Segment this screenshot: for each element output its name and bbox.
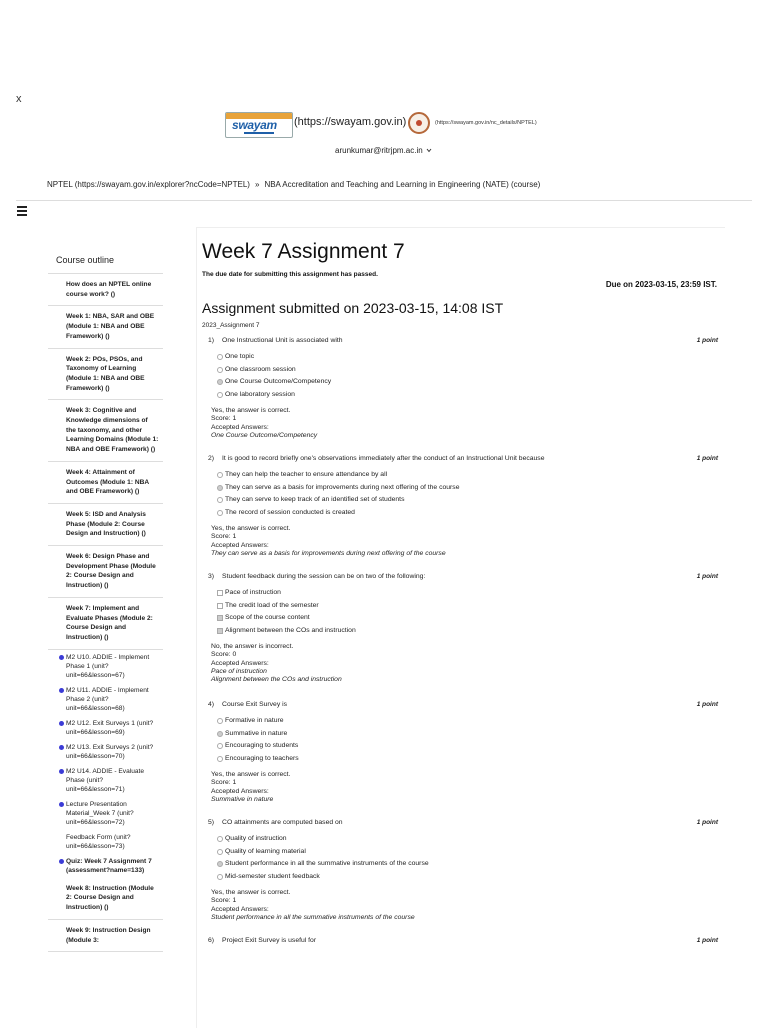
option-label: Quality of instruction xyxy=(225,835,287,842)
checkbox[interactable] xyxy=(217,603,223,609)
question-text xyxy=(208,819,343,826)
question-header xyxy=(208,573,718,585)
radio-button[interactable] xyxy=(217,756,223,762)
radio-button[interactable] xyxy=(217,485,223,491)
question-text xyxy=(208,701,287,708)
sidebar-week-item[interactable]: Week 2: POs, PSOs, and Taxonomy of Learning (Module 1: NBA and OBE Framework) () xyxy=(48,349,163,401)
question-prompt: Student feedback during the session can be on two of the following: xyxy=(222,573,426,580)
status-dot-icon xyxy=(59,859,64,864)
sidebar-lesson-item[interactable] xyxy=(48,683,163,716)
accepted-answers-label: Accepted Answers: xyxy=(211,423,269,431)
accepted-answers-label: Accepted Answers: xyxy=(211,659,269,667)
radio-option[interactable] xyxy=(208,484,718,497)
option-label: Encouraging to students xyxy=(225,742,299,749)
logo-underline xyxy=(244,132,274,134)
question-block xyxy=(208,937,718,953)
sidebar-lesson-item[interactable] xyxy=(48,740,163,764)
radio-button[interactable] xyxy=(217,367,223,373)
question-points: 1 point xyxy=(696,337,718,344)
score-text: Score: 1 xyxy=(211,533,237,541)
radio-option[interactable] xyxy=(208,873,718,886)
accepted-answers-label: Accepted Answers: xyxy=(211,541,269,549)
question-text xyxy=(208,937,316,944)
question-block xyxy=(208,573,718,684)
breadcrumb-separator: » xyxy=(254,180,260,189)
option-list xyxy=(208,835,718,885)
breadcrumb-home-link[interactable]: NPTEL (https://swayam.gov.in/explorer?ncCode=NPTEL) xyxy=(47,180,250,189)
question-text xyxy=(208,337,343,344)
sidebar-lesson-label: M2 U12. Exit Surveys 1 (unit?unit=66&lesson=69) xyxy=(66,719,154,736)
checkbox[interactable] xyxy=(217,615,223,621)
user-email: arunkumar@ritrjpm.ac.in xyxy=(335,146,423,155)
radio-option[interactable] xyxy=(208,835,718,848)
status-dot-icon xyxy=(59,835,64,840)
accepted-answer: They can serve as a basis for improvements during next offering of the course xyxy=(211,549,446,557)
question-prompt: CO attainments are computed based on xyxy=(222,819,343,826)
sidebar-lesson-label: Lecture Presentation Material_Week 7 (unit?unit=66&lesson=72) xyxy=(66,800,134,826)
option-label: Pace of instruction xyxy=(225,589,281,596)
sidebar-week-item[interactable]: Week 5: ISD and Analysis Phase (Module 2: Course Design and Instruction) () xyxy=(48,504,163,546)
sidebar-lesson-label: Feedback Form (unit?unit=66&lesson=73) xyxy=(66,833,131,850)
swayam-logo[interactable] xyxy=(225,112,293,138)
nptel-logo-icon[interactable] xyxy=(408,112,430,134)
radio-button[interactable] xyxy=(217,743,223,749)
close-button[interactable]: x xyxy=(16,93,22,105)
hamburger-menu-icon[interactable] xyxy=(17,204,27,218)
question-header xyxy=(208,455,718,467)
option-label: Encouraging to teachers xyxy=(225,754,299,762)
question-points: 1 point xyxy=(696,701,718,708)
radio-button[interactable] xyxy=(217,861,223,867)
option-label: Student performance in all the summative instruments of the course xyxy=(225,860,429,867)
radio-button[interactable] xyxy=(217,874,223,880)
accepted-answer: Summative in nature xyxy=(211,795,274,803)
option-label: Scope of the course content xyxy=(225,614,310,621)
result-text: Yes, the answer is correct. xyxy=(211,525,291,532)
result-text: Yes, the answer is correct. xyxy=(211,407,291,414)
question-block xyxy=(208,819,718,922)
result-text: Yes, the answer is correct. xyxy=(211,889,291,896)
question-block xyxy=(208,455,718,558)
option-label: One laboratory session xyxy=(225,390,295,398)
radio-option[interactable] xyxy=(208,860,718,873)
sidebar-lesson-label: M2 U13. Exit Surveys 2 (unit?unit=66&lesson=70) xyxy=(66,743,154,760)
question-points: 1 point xyxy=(696,937,718,944)
status-dot-icon xyxy=(59,721,64,726)
sidebar-week-item[interactable]: Week 6: Design Phase and Development Phase (Module 2: Course Design and Instruction) () xyxy=(48,546,163,598)
checkbox-option[interactable] xyxy=(208,589,718,602)
checkbox-option[interactable] xyxy=(208,614,718,627)
score-text: Score: 0 xyxy=(211,651,237,659)
answer-feedback xyxy=(208,407,718,440)
sidebar-lesson-item[interactable] xyxy=(48,797,163,830)
option-label: Summative in nature xyxy=(225,729,288,737)
question-text xyxy=(208,455,544,462)
question-number: 2) xyxy=(208,455,215,462)
sidebar-week-item[interactable]: Week 9: Instruction Design (Module 3: xyxy=(48,920,163,952)
radio-option[interactable] xyxy=(208,509,718,522)
question-prompt: One Instructional Unit is associated with xyxy=(222,337,343,344)
score-text: Score: 1 xyxy=(211,415,237,423)
checkbox[interactable] xyxy=(217,628,223,634)
sidebar-lesson-item[interactable] xyxy=(48,716,163,740)
option-label: They can help the teacher to ensure attendance by all xyxy=(225,471,388,478)
radio-option[interactable] xyxy=(208,391,718,404)
radio-option[interactable] xyxy=(208,742,718,755)
option-label: Mid-semester student feedback xyxy=(225,872,320,880)
sidebar-lesson-item[interactable] xyxy=(48,854,163,878)
question-header xyxy=(208,337,718,349)
radio-button[interactable] xyxy=(217,354,223,360)
option-label: They can serve to keep track of an identified set of students xyxy=(225,496,405,503)
breadcrumb xyxy=(47,180,540,189)
question-number: 4) xyxy=(208,701,215,708)
accepted-answer: Student performance in all the summative instruments of the course xyxy=(211,913,415,921)
status-dot-icon xyxy=(59,802,64,807)
swayam-link[interactable]: (https://swayam.gov.in) xyxy=(294,116,407,128)
sidebar-lesson-label: M2 U11. ADDIE - Implement Phase 2 (unit?unit=66&lesson=68) xyxy=(66,686,149,712)
status-dot-icon xyxy=(59,769,64,774)
breadcrumb-course-link[interactable]: NBA Accreditation and Teaching and Learning in Engineering (NATE) (course) xyxy=(264,180,541,189)
status-dot-icon xyxy=(59,655,64,660)
sidebar-lesson-item[interactable] xyxy=(48,830,163,854)
option-label: Quality of learning material xyxy=(225,847,306,855)
radio-button[interactable] xyxy=(217,510,223,516)
sidebar-lesson-item[interactable] xyxy=(48,650,163,683)
option-label: Alignment between the COs and instruction xyxy=(225,626,356,634)
question-header xyxy=(208,937,718,949)
option-label: One Course Outcome/Competency xyxy=(225,378,332,385)
option-list xyxy=(208,717,718,767)
option-list xyxy=(208,353,718,403)
score-text: Score: 1 xyxy=(211,779,237,787)
sidebar-lesson-label: M2 U10. ADDIE - Implement Phase 1 (unit?unit=66&lesson=67) xyxy=(66,653,150,679)
course-outline-title: Course outline xyxy=(48,241,163,274)
question-prompt: It is good to record briefly one's observations immediately after the conduct of an Instructional Unit because xyxy=(222,455,545,462)
radio-button[interactable] xyxy=(217,849,223,855)
option-label: Formative in nature xyxy=(225,717,284,724)
radio-button[interactable] xyxy=(217,392,223,398)
option-label: They can serve as a basis for improvements during next offering of the course xyxy=(225,483,460,491)
sidebar-week-item[interactable]: Week 1: NBA, SAR and OBE (Module 1: NBA and OBE Framework) () xyxy=(48,306,163,348)
option-label: One topic xyxy=(225,353,255,360)
question-header xyxy=(208,819,718,831)
answer-feedback xyxy=(208,771,718,804)
radio-option[interactable] xyxy=(208,353,718,366)
sidebar-week-item[interactable]: Week 7: Implement and Evaluate Phases (Module 2: Course Design and Instruction) () xyxy=(48,598,163,650)
answer-feedback xyxy=(208,643,718,684)
user-menu[interactable] xyxy=(335,146,432,155)
question-text xyxy=(208,573,425,580)
radio-option[interactable] xyxy=(208,848,718,861)
sidebar-week-item[interactable]: How does an NPTEL online course work? () xyxy=(48,274,163,306)
option-label: One classroom session xyxy=(225,365,296,373)
checkbox[interactable] xyxy=(217,590,223,596)
sidebar-lesson-item[interactable] xyxy=(48,764,163,797)
due-date: Due on 2023-03-15, 23:59 IST. xyxy=(605,280,717,289)
question-prompt: Course Exit Survey is xyxy=(222,701,288,708)
question-header xyxy=(208,701,718,713)
question-block xyxy=(208,337,718,440)
status-dot-icon xyxy=(59,688,64,693)
radio-option[interactable] xyxy=(208,730,718,743)
radio-option[interactable] xyxy=(208,366,718,379)
radio-option[interactable] xyxy=(208,755,718,768)
radio-button[interactable] xyxy=(217,497,223,503)
radio-button[interactable] xyxy=(217,379,223,385)
score-text: Score: 1 xyxy=(211,897,237,905)
radio-option[interactable] xyxy=(208,471,718,484)
radio-option[interactable] xyxy=(208,717,718,730)
accepted-answer: Alignment between the COs and instruction xyxy=(211,676,342,684)
radio-button[interactable] xyxy=(217,472,223,478)
option-label: The credit load of the semester xyxy=(225,601,319,609)
checkbox-option[interactable] xyxy=(208,602,718,615)
result-text: Yes, the answer is correct. xyxy=(211,771,291,778)
divider xyxy=(16,200,752,201)
question-points: 1 point xyxy=(696,819,718,826)
question-points: 1 point xyxy=(696,573,718,580)
question-prompt: Project Exit Survey is useful for xyxy=(222,937,317,944)
assignment-id: 2023_Assignment 7 xyxy=(202,322,260,329)
radio-button[interactable] xyxy=(217,836,223,842)
question-points: 1 point xyxy=(696,455,718,462)
question-number: 1) xyxy=(208,337,215,344)
question-number: 3) xyxy=(208,573,215,580)
swayam-logo-text: swayam xyxy=(232,118,277,132)
answer-feedback xyxy=(208,525,718,558)
radio-button[interactable] xyxy=(217,718,223,724)
question-block xyxy=(208,701,718,804)
result-text: No, the answer is incorrect. xyxy=(211,643,294,650)
sidebar-week-item[interactable]: Week 3: Cognitive and Knowledge dimensions of the taxonomy, and other Learning Domains (Module 1: NBA and OBE Framework) () xyxy=(48,400,163,462)
status-dot-icon xyxy=(59,745,64,750)
option-list xyxy=(208,589,718,639)
radio-option[interactable] xyxy=(208,496,718,509)
question-number: 5) xyxy=(208,819,215,826)
option-label: The record of session conducted is created xyxy=(225,508,355,516)
accepted-answers-label: Accepted Answers: xyxy=(211,905,269,913)
answer-feedback xyxy=(208,889,718,922)
radio-option[interactable] xyxy=(208,378,718,391)
sidebar-week-item[interactable]: Week 4: Attainment of Outcomes (Module 1: NBA and OBE Framework) () xyxy=(48,462,163,504)
chevron-down-icon xyxy=(426,148,432,153)
sidebar-week-item[interactable]: Week 8: Instruction (Module 2: Course Design and Instruction) () xyxy=(48,878,163,920)
nptel-link[interactable]: (https://swayam.gov.in/nc_details/NPTEL) xyxy=(435,120,537,126)
sidebar-lesson-label: Quiz: Week 7 Assignment 7 (assessment?name=133) xyxy=(66,857,152,874)
sidebar-lesson-label: M2 U14. ADDIE - Evaluate Phase (unit?unit=66&lesson=71) xyxy=(66,767,145,793)
submission-status: Assignment submitted on 2023-03-15, 14:08 IST xyxy=(202,300,504,316)
accepted-answers-label: Accepted Answers: xyxy=(211,787,269,795)
radio-button[interactable] xyxy=(217,731,223,737)
checkbox-option[interactable] xyxy=(208,627,718,640)
option-list xyxy=(208,471,718,521)
accepted-answer: One Course Outcome/Competency xyxy=(211,431,318,439)
course-outline-sidebar xyxy=(48,241,163,952)
course-outline-list xyxy=(48,274,163,952)
page-title: Week 7 Assignment 7 xyxy=(202,240,405,263)
question-number: 6) xyxy=(208,937,215,944)
accepted-answer: Pace of instruction xyxy=(211,667,267,675)
due-date-passed-note: The due date for submitting this assignment has passed. xyxy=(202,271,378,278)
